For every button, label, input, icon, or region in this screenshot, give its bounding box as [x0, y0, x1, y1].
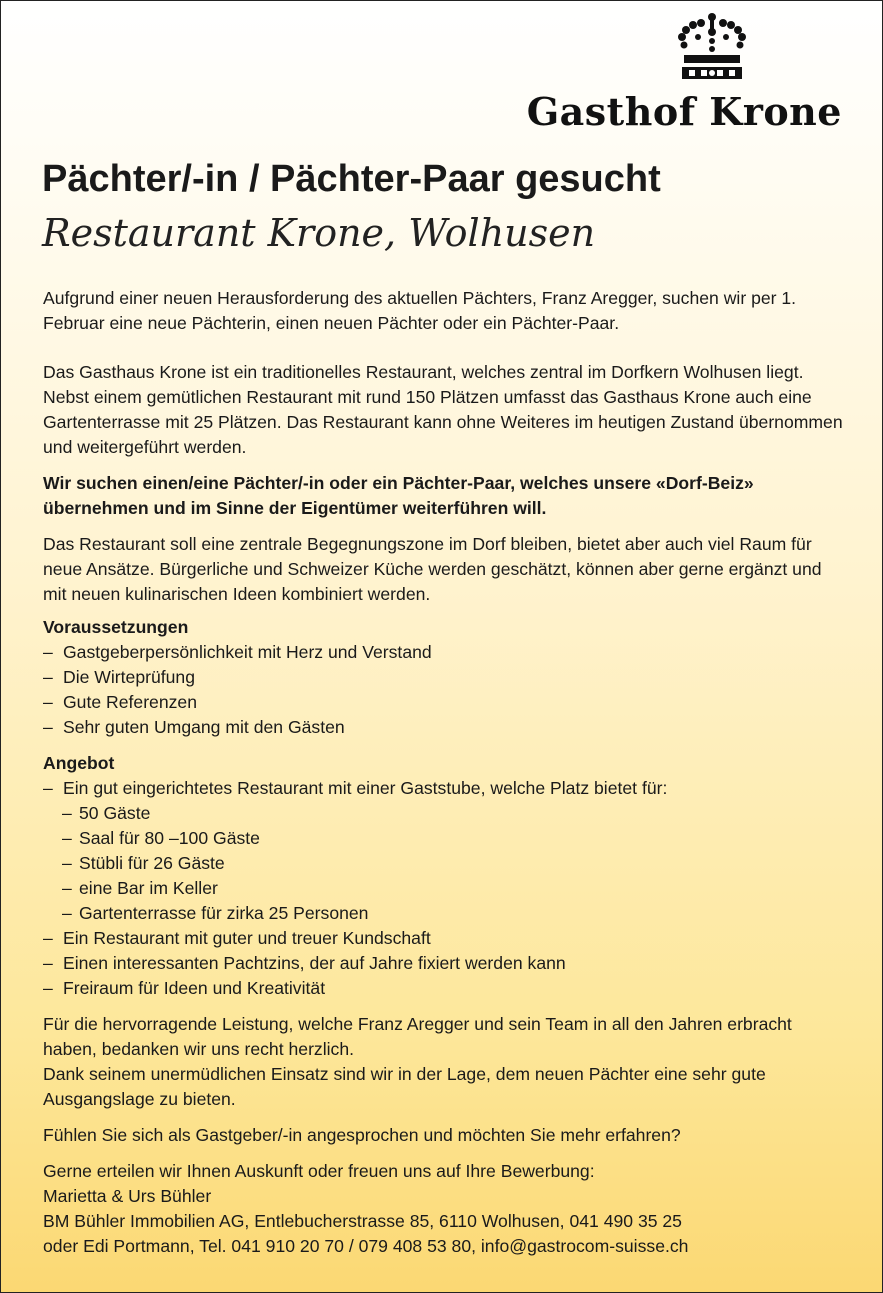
sub-list-item: – Gartenterrasse für zirka 25 Personen	[43, 901, 848, 926]
list-item: – Gute Referenzen	[43, 690, 848, 715]
sub-list-item: – eine Bar im Keller	[43, 876, 848, 901]
list-item: – Sehr guten Umgang mit den Gästen	[43, 715, 848, 740]
sub-list-item: – Saal für 80 –100 Gäste	[43, 826, 848, 851]
question-paragraph: Fühlen Sie sich als Gastgeber/-in angesprochen und möchten Sie mehr erfahren?	[43, 1125, 681, 1145]
ad-body	[43, 286, 848, 1259]
crown-icon	[674, 11, 750, 87]
requirements-heading: Voraussetzungen	[43, 617, 189, 637]
list-item: – Einen interessanten Pachtzins, der auf Jahre fixiert werden kann	[43, 951, 848, 976]
offer-list	[43, 776, 848, 1001]
requirements-list	[43, 640, 848, 740]
sub-list-item: – 50 Gäste	[43, 801, 848, 826]
contact-alt: oder Edi Portmann, Tel. 041 910 20 70 / 079 408 53 80, info@gastrocom-suisse.ch	[43, 1236, 689, 1256]
sub-list-item: – Stübli für 26 Gäste	[43, 851, 848, 876]
logo-brand-name: Gasthof Krone	[526, 89, 842, 134]
list-item: – Die Wirteprüfung	[43, 665, 848, 690]
list-item: – Ein Restaurant mit guter und treuer Kundschaft	[43, 926, 848, 951]
offer-heading: Angebot	[43, 753, 115, 773]
contact-intro: Gerne erteilen wir Ihnen Auskunft oder freuen uns auf Ihre Bewerbung:	[43, 1161, 595, 1181]
page-title: Pächter/-in / Pächter-Paar gesucht	[42, 158, 661, 200]
thanks-paragraph-1: Für die hervorragende Leistung, welche Franz Aregger und sein Team in all den Jahren erbracht haben, bedanken wir uns recht herzlich.	[43, 1014, 792, 1059]
highlight-paragraph: Wir suchen einen/eine Pächter/-in oder ein Pächter-Paar, welches unsere «Dorf-Beiz» übernehmen und im Sinne der Eigentümer weiterführen will.	[43, 473, 754, 518]
contact-company: BM Bühler Immobilien AG, Entlebucherstrasse 85, 6110 Wolhusen, 041 490 35 25	[43, 1211, 682, 1231]
contact-names: Marietta & Urs Bühler	[43, 1186, 212, 1206]
list-item: – Ein gut eingerichtetes Restaurant mit einer Gaststube, welche Platz bietet für:	[43, 776, 848, 801]
list-item: – Freiraum für Ideen und Kreativität	[43, 976, 848, 1001]
intro-paragraph-2: Das Gasthaus Krone ist ein traditionelles Restaurant, welches zentral im Dorfkern Wolhusen liegt. Nebst einem gemütlichen Restaurant mit rund 150 Plätzen umfasst das Gasthaus Krone auch eine Gartenterrasse mit 25 Plätzen. Das Restaurant kann ohne Weiteres im heutigen Zustand übernommen und weitergeführt werden.	[43, 362, 843, 457]
gasthof-krone-logo	[526, 11, 842, 141]
list-item: – Gastgeberpersönlichkeit mit Herz und Verstand	[43, 640, 848, 665]
page-subtitle: Restaurant Krone, Wolhusen	[42, 211, 596, 255]
description-paragraph: Das Restaurant soll eine zentrale Begegnungszone im Dorf bleiben, bietet aber auch viel Raum für neue Ansätze. Bürgerliche und Schweizer Küche werden geschätzt, können aber gerne ergänzt und mit neuen kulinarischen Ideen kombiniert werden.	[43, 534, 822, 604]
thanks-paragraph-2: Dank seinem unermüdlichen Einsatz sind wir in der Lage, dem neuen Pächter eine sehr gute Ausgangslage zu bieten.	[43, 1064, 766, 1109]
intro-paragraph-1: Aufgrund einer neuen Herausforderung des aktuellen Pächters, Franz Aregger, suchen wir per 1. Februar eine neue Pächterin, einen neuen Pächter oder ein Pächter-Paar.	[43, 288, 797, 333]
